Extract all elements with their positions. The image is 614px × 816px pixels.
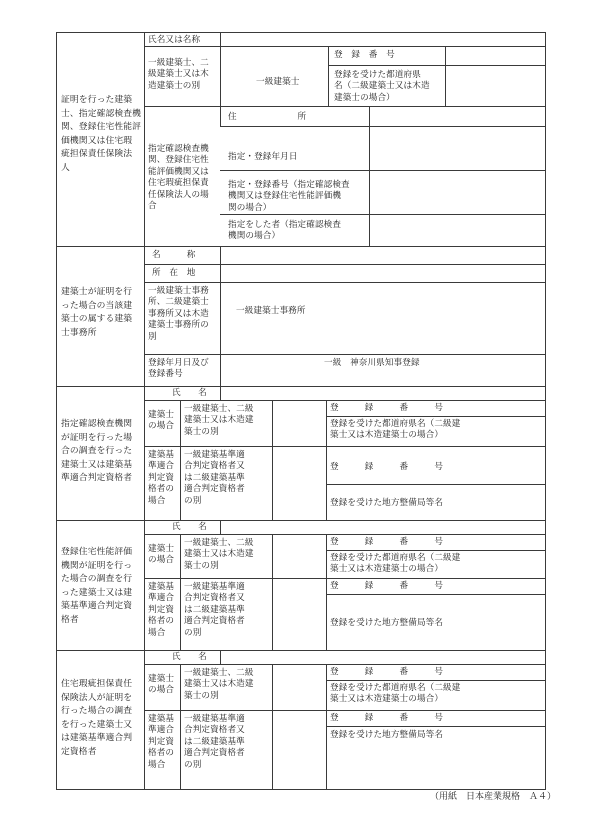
s4-kenchikushi-class-label: 一級建築士、二級 建築士又は木造建 築士の別: [184, 538, 254, 571]
s3-section-line: [56, 520, 546, 521]
s3-row-line: [144, 400, 546, 401]
s1-row-line: [144, 46, 546, 47]
s3-kenchikushi-case-label: 建築士 の場合: [148, 410, 175, 432]
s4-reg-no-label-2: 登 録 番 号: [330, 581, 444, 591]
s3-row-line: [144, 446, 546, 447]
s3-reg-pref-label: 登録を受けた都道府県名（二級建 築士又は木造建築士の場合）: [330, 419, 461, 441]
s3-judge-bureau-label: 登録を受けた地方整備局等名: [330, 498, 444, 508]
s3-divider: [144, 386, 145, 520]
s1-designation-no-label: 指定・登録番号（指定確認検査 機関又は登録住宅性能評価機 関の場合）: [228, 180, 350, 213]
s4-col-line: [180, 534, 181, 650]
s4-col-line: [326, 534, 327, 650]
s5-row-line: [144, 664, 546, 665]
s5-col-line: [180, 664, 181, 789]
s2-row-line: [144, 282, 546, 283]
s2-name-label: 名 称: [152, 250, 196, 260]
s2-row-line: [144, 354, 546, 355]
form-border-left: [56, 32, 57, 790]
s3-reg-no-label-2: 登 録 番 号: [330, 462, 444, 472]
section3-title: 指定確認検査機関 が証明を行った場 合の調査を行った 建築士又は建築基 準適合判定資格者: [61, 419, 133, 484]
s4-divider: [144, 520, 145, 650]
s5-judge-class-label: 一級建築基準適 合判定資格者又 は二級建築基準 適合判定資格者 の別: [184, 714, 245, 770]
s2-divider: [144, 246, 145, 386]
s1-col-line: [445, 46, 446, 106]
s3-shimei-label: 氏 名: [172, 388, 207, 398]
s5-col-line: [220, 650, 221, 664]
s4-shimei-label: 氏 名: [172, 522, 207, 532]
s4-row-line: [326, 550, 546, 551]
s5-judge-case-label: 建築基 準適合 判定資 格者の 場合: [148, 714, 175, 770]
s4-judge-bureau-label: 登録を受けた地方整備局等名: [330, 618, 444, 628]
paper-spec-footer: （用紙 日本産業規格 Ａ４）: [429, 792, 556, 802]
s2-office-class-label: 一級建築士事務 所、二級建築士 事務所又は木造 建築士事務所の 別: [148, 286, 209, 342]
s4-row-line: [144, 578, 546, 579]
s1-kenchikushi-class-label: 一級建築士、二 級建築士又は木 造建築士の別: [148, 58, 209, 91]
s5-reg-pref-label: 登録を受けた都道府県名（二級建 築士又は木造建築士の場合）: [330, 683, 461, 705]
s3-col-line: [220, 386, 221, 400]
s1-row-line: [220, 126, 546, 127]
s1-name-label: 氏名又は名称: [148, 35, 201, 45]
s4-row-line: [326, 594, 546, 595]
s4-section-line: [56, 650, 546, 651]
s1-name-divider: [220, 32, 221, 46]
s3-kenchikushi-class-label: 一級建築士、二級 建築士又は木造建 築士の別: [184, 404, 254, 437]
s1-row-line: [220, 214, 546, 215]
certificate-form: [56, 32, 546, 790]
s4-reg-no-label: 登 録 番 号: [330, 537, 444, 547]
s1-agency-label: 指定確認検査機 関、登録住宅性 能評価機関又は 住宅瑕疵担保責 任保険法人の場 合: [148, 144, 209, 212]
s5-kenchikushi-class-label: 一級建築士、二級 建築士又は木造建 築士の別: [184, 668, 254, 701]
s1-row-line: [328, 65, 546, 66]
s1-reg-no-label: 登 録 番 号: [334, 50, 395, 60]
s3-col-line: [326, 400, 327, 520]
s3-judge-case-label: 建築基 準適合 判定資 格者の 場合: [148, 450, 175, 506]
s1-designator-label: 指定をした者（指定確認検査 機関の場合）: [228, 220, 342, 242]
s5-row-line: [144, 710, 546, 711]
s4-row-line: [144, 534, 546, 535]
s3-reg-no-label: 登 録 番 号: [330, 403, 444, 413]
s5-reg-no-label: 登 録 番 号: [330, 667, 444, 677]
s2-office-class-value: 一級建築士事務所: [236, 306, 306, 316]
s2-location-label: 所 在 地: [152, 268, 196, 278]
s1-row-line: [220, 170, 546, 171]
section1-title: 証明を行った建築 士、指定確認検査機 関、登録住宅性能評 価機関又は住宅瑕 疵担保責任保険法 人: [61, 95, 142, 173]
s1-designation-date-label: 指定・登録年月日: [228, 152, 298, 162]
s4-col-line: [220, 520, 221, 534]
s5-divider: [144, 650, 145, 789]
section4-title: 登録住宅性能評価 機関が証明を行っ た場合の調査を行 った建築士又は建 築基準適合判定資 格者: [61, 547, 133, 625]
s3-col-line: [180, 400, 181, 520]
s1-section-line: [56, 246, 546, 247]
s2-col-line: [220, 246, 221, 386]
s2-section-line: [56, 386, 546, 387]
s1-row-line: [144, 106, 546, 107]
s1-address-label: 住 所: [228, 112, 307, 122]
s5-shimei-label: 氏 名: [172, 652, 207, 662]
s2-reg-date-label: 登録年月日及び 登録番号: [148, 358, 209, 380]
s5-row-line: [326, 726, 546, 727]
s2-reg-value: 一級 神奈川県知事登録: [324, 358, 420, 368]
s1-col-line: [369, 106, 370, 246]
s5-judge-bureau-label: 登録を受けた地方整備局等名: [330, 730, 444, 740]
s3-row-line: [326, 416, 546, 417]
s2-row-line: [144, 264, 546, 265]
section2-title: 建築士が証明を行 った場合の当該建 築士の属する建築 士事務所: [61, 287, 133, 338]
s4-judge-case-label: 建築基 準適合 判定資 格者の 場合: [148, 582, 175, 638]
s3-row-line: [326, 484, 546, 485]
s5-row-line: [326, 680, 546, 681]
s1-col-line: [328, 46, 329, 106]
form-border-right: [545, 32, 546, 790]
s5-col-line: [272, 664, 273, 789]
s1-reg-pref-label: 登録を受けた都道府県 名（二級建築士又は木造 建築士の場合）: [334, 70, 430, 103]
s5-reg-no-label-2: 登 録 番 号: [330, 713, 444, 723]
s1-col-line: [220, 46, 221, 126]
s4-reg-pref-label: 登録を受けた都道府県名（二級建 築士又は木造建築士の場合）: [330, 553, 461, 575]
scan-mark: [540, 46, 544, 47]
s5-kenchikushi-case-label: 建築士 の場合: [148, 674, 175, 696]
s4-judge-class-label: 一級建築基準適 合判定資格者又 は二級建築基準 適合判定資格者 の別: [184, 582, 245, 638]
s4-col-line: [272, 534, 273, 650]
s4-kenchikushi-case-label: 建築士 の場合: [148, 544, 175, 566]
s3-col-line: [272, 400, 273, 520]
s1-kenchikushi-class-value: 一級建築士: [256, 77, 300, 87]
section5-title: 住宅瑕疵担保責任 保険法人が証明を 行った場合の調査 を行った建築士又 は建築基準適合判 定資格者: [61, 679, 133, 757]
form-border-top: [56, 32, 546, 33]
s3-judge-class-label: 一級建築基準適 合判定資格者又 は二級建築基準 適合判定資格者 の別: [184, 450, 245, 506]
s1-divider: [144, 32, 145, 246]
